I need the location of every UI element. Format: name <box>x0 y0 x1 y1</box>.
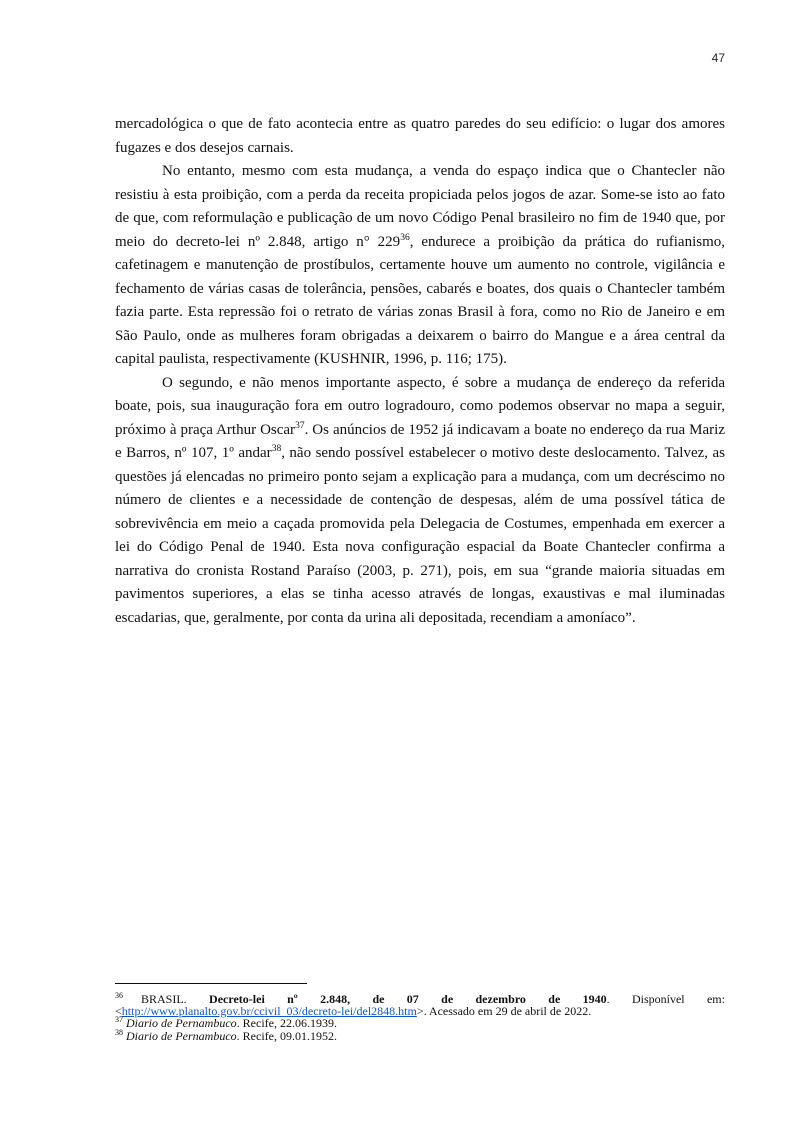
footnote-37-post: . Recife, 22.06.1939. <box>236 1016 337 1031</box>
footnote-36-mid: . Disponível em: < <box>115 992 725 1019</box>
footnote-37-source: Diario de Pernambuco <box>126 1016 237 1031</box>
footnote-36-title: Decreto-lei nº 2.848, de 07 de dezembro de 1940 <box>209 992 607 1006</box>
footnote-38-number: 38 <box>115 1027 123 1037</box>
footnote-36-link[interactable]: http://www.planalto.gov.br/ccivil_03/decreto-lei/del2848.htm <box>121 1004 417 1019</box>
paragraph-2 <box>115 160 725 372</box>
footnote-separator <box>115 983 307 984</box>
paragraph-1-text: mercadológica o que de fato acontecia entre as quatro paredes do seu edifício: o lugar dos amores fugazes e dos desejos carnais. <box>115 116 725 156</box>
paragraph-2-text-b: , endurece a proibição da prática do rufianismo, cafetinagem e manutenção de prostíbulos, certamente houve um aumento no controle, vigilância e fechamento de várias casas de tolerância, pensões, cabarés e boates, dos quais o Chantecler também fazia parte. Esta repressão foi o retrato de várias zonas Brasil à fora, como no Rio de Janeiro e em São Paulo, onde as mulheres foram obrigadas a deixarem o bairro do Mangue e a área central da capital paulista, respectivamente (KUSHNIR, 1996, p. 116; 175). <box>115 233 725 367</box>
footnote-36-number: 36 <box>115 991 123 1000</box>
paragraph-3 <box>115 372 725 631</box>
footnote-ref-38[interactable]: 38 <box>271 444 282 454</box>
body-text <box>115 113 725 630</box>
footnote-38-source: Diario de Pernambuco <box>126 1028 237 1043</box>
footnote-ref-37[interactable]: 37 <box>295 420 305 431</box>
footnote-ref-36[interactable]: 36 <box>400 232 410 243</box>
footnote-37-number: 37 <box>115 1015 123 1025</box>
paragraph-3-text-a: O segundo, e não menos importante aspecto, é sobre a mudança de endereço da referida boate, pois, sua inauguração fora em outro logradouro, como podemos observar no mapa a seguir, próximo à praça Arthur Oscar <box>115 374 725 438</box>
footnote-36-pre: BRASIL. <box>141 992 210 1006</box>
paragraph-2-text-a: No entanto, mesmo com esta mudança, a venda do espaço indica que o Chantecler não resistiu à esta proibição, com a perda da receita propiciada pelos jogos de azar. Some-se isto ao fato de que, com reformulação e publicação de um novo Código Penal brasileiro no fim de 1940 que, por meio do decreto-lei nº 2.848, artigo n° 229 <box>115 163 725 250</box>
footnote-38 <box>115 1027 725 1043</box>
paragraph-3-text-c: , não sendo possível estabelecer o motivo deste deslocamento. Talvez, as questões já elencadas no primeiro ponto sejam a explicação para a mudança, com um decréscimo no número de clientes e a necessidade de contenção de despesas, além de uma possível tática de sobrevivência em meio a caçada promovida pela Delegacia de Costumes, empenhada em exercer a lei do Código Penal de 1940. Esta nova configuração espacial da Boate Chantecler confirma a narrativa do cronista Rostand Paraíso (2003, p. 271), pois, em sua “grande maioria situadas em pavimentos superiores, a elas se tinha acesso através de longas, exaustivas e mal iluminadas escadarias, que, geralmente, por conta da urina ali depositada, recendiam a amoníaco”. <box>115 445 725 626</box>
footnote-36 <box>115 993 725 1017</box>
page-number: 47 <box>711 51 725 65</box>
paragraph-1 <box>115 113 725 160</box>
footnote-36-post: >. Acessado em 29 de abril de 2022. <box>416 1004 592 1019</box>
footnote-38-post: . Recife, 09.01.1952. <box>236 1028 337 1043</box>
paragraph-3-text-b: . Os anúncios de 1952 já indicavam a boate no endereço da rua Mariz e Barros, nº 107, 1º andar <box>115 421 725 461</box>
footnotes <box>115 983 725 1042</box>
